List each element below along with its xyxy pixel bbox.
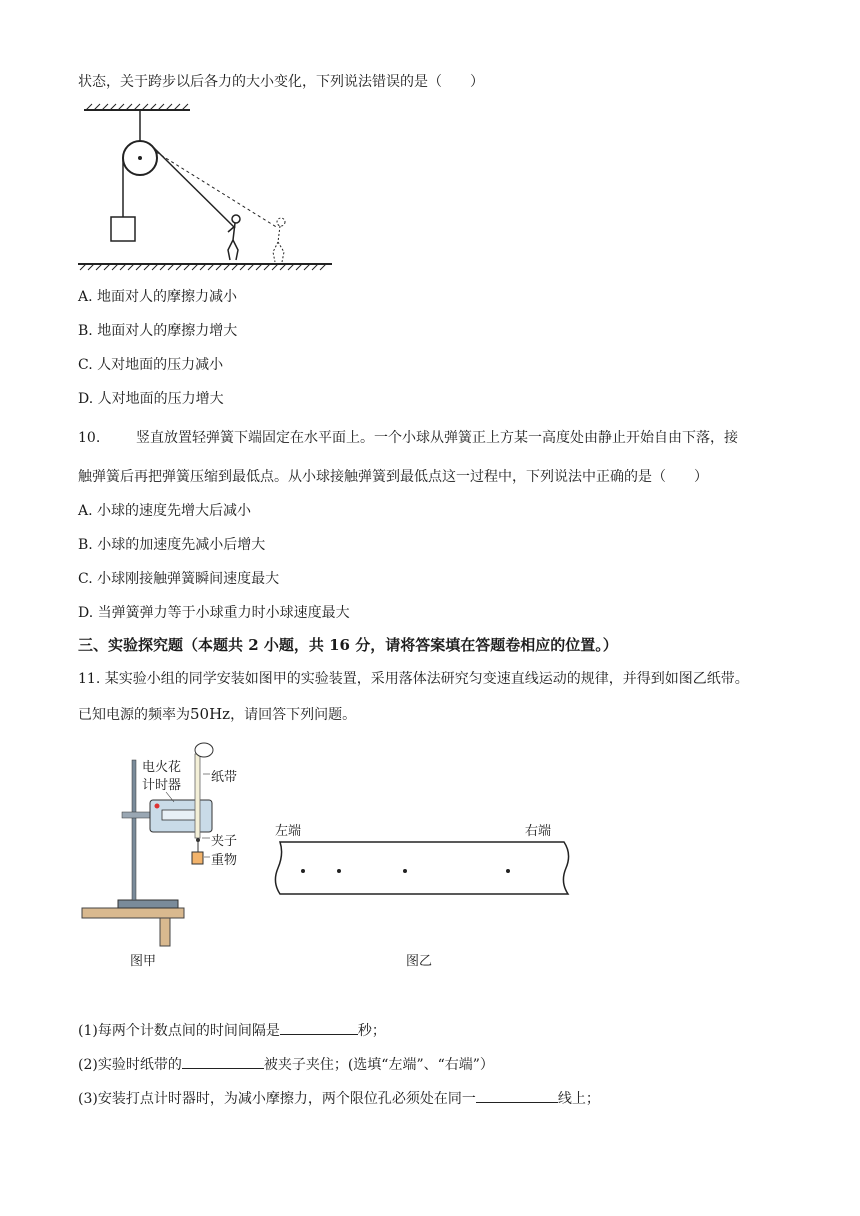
- q11-stem-line1: 11. 某实验小组的同学安装如图甲的实验装置，采用落体法研究匀变速直线运动的规律，并得到如图乙纸带。: [78, 671, 749, 687]
- q11-sub1-blank[interactable]: [280, 1020, 358, 1035]
- label-weight: 重物: [211, 853, 238, 868]
- q11-sub2-pre: (2)实验时纸带的: [78, 1057, 182, 1073]
- q10-number: 10.: [78, 430, 101, 446]
- q10-option-d: D. 当弹簧弹力等于小球重力时小球速度最大: [78, 605, 350, 621]
- q9-stem-tail: 状态，关于跨步以后各力的大小变化，下列说法错误的是（ ）: [78, 74, 484, 90]
- q9-option-b: B. 地面对人的摩擦力增大: [78, 323, 238, 339]
- label-left-end: 左端: [275, 824, 302, 839]
- label-timer-1: 电火花: [142, 760, 182, 775]
- paper-tape-figure: [268, 840, 578, 900]
- q10-stem-line2: 触弹簧后再把弹簧压缩到最低点。从小球接触弹簧到最低点这一过程中，下列说法中正确的是（ ）: [78, 469, 708, 485]
- q11-sub1: [78, 1020, 386, 1041]
- q11-stem-line2: [78, 704, 356, 725]
- label-tape: 纸带: [211, 770, 238, 785]
- q11-line2-pre: 已知电源的频率为: [78, 707, 190, 723]
- q10-stem-line1: [78, 428, 738, 448]
- q11-sub3-post: 线上；: [557, 1091, 600, 1107]
- pulley-figure: [78, 100, 338, 272]
- caption-fig-b: 图乙: [406, 954, 433, 969]
- label-clip: 夹子: [211, 834, 238, 849]
- q11-line2-post: ，请回答下列问题。: [230, 707, 357, 723]
- q11-frequency: 50Hz: [190, 705, 231, 723]
- q10-option-b: B. 小球的加速度先减小后增大: [78, 537, 266, 553]
- tape-dot-3: [403, 869, 407, 873]
- q11-sub2-post: 被夹子夹住；(选填“左端”、“右端”）: [263, 1057, 494, 1073]
- label-right-end: 右端: [525, 824, 552, 839]
- q11-sub3-blank[interactable]: [476, 1088, 558, 1103]
- tape-dot-4: [506, 869, 510, 873]
- label-timer-2: 计时器: [142, 778, 182, 793]
- q11-sub2: [78, 1054, 494, 1075]
- tape-dot-1: [301, 869, 305, 873]
- q9-option-d: D. 人对地面的压力增大: [78, 391, 224, 407]
- q11-sub1-post: 秒；: [357, 1023, 386, 1039]
- caption-fig-a: 图甲: [130, 954, 157, 969]
- q9-option-a: A. 地面对人的摩擦力减小: [78, 289, 238, 305]
- q10-text1: 竖直放置轻弹簧下端固定在水平面上。一个小球从弹簧正上方某一高度处由静止开始自由下落，接: [136, 430, 738, 446]
- q10-option-c: C. 小球刚接触弹簧瞬间速度最大: [78, 571, 280, 587]
- q9-option-c: C. 人对地面的压力减小: [78, 357, 224, 373]
- q11-sub3: [78, 1088, 600, 1109]
- section-heading: 三、实验探究题（本题共 2 小题，共 16 分，请将答案填在答题卷相应的位置。）: [78, 636, 618, 654]
- q11-sub2-blank[interactable]: [182, 1054, 264, 1069]
- q10-option-a: A. 小球的速度先增大后减小: [78, 503, 252, 519]
- tape-dot-2: [337, 869, 341, 873]
- q11-sub1-pre: (1)每两个计数点间的时间间隔是: [78, 1023, 280, 1039]
- q11-sub3-pre: (3)安装打点计时器时，为减小摩擦力，两个限位孔必须处在同一: [78, 1091, 476, 1107]
